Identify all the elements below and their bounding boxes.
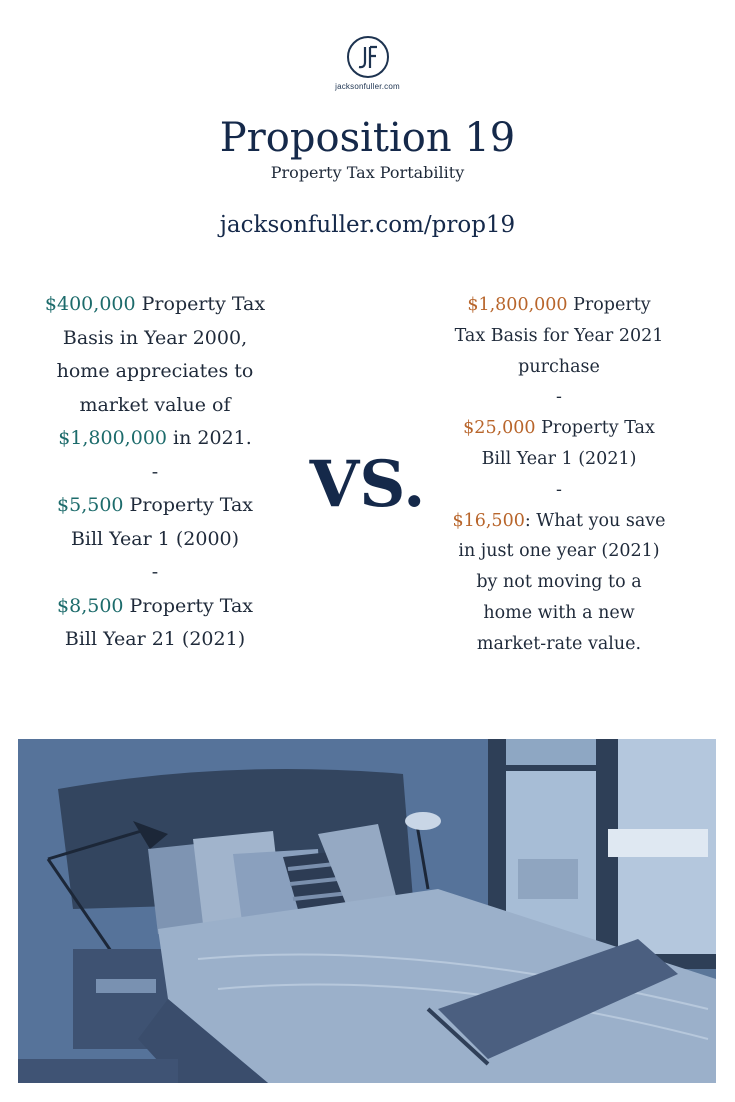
right-block-3 [450,506,668,660]
right-text-3: : What you save in just one year (2021) by not moving to a home with a new market-rate value. [458,510,666,654]
right-block-1 [450,290,668,382]
left-amount-3: $8,500 [57,594,124,617]
right-column [450,290,668,660]
logo [0,36,735,91]
page-subtitle: Property Tax Portability [270,163,465,182]
right-amount-2: $25,000 [463,418,536,439]
vs-label: VS. [309,447,426,522]
bedroom-photo [18,739,716,1083]
left-block-1 [40,288,270,456]
right-separator-1: - [556,387,562,408]
left-text-2: Property Tax Bill Year 1 (2000) [70,494,253,550]
right-block-2 [450,413,668,475]
logo-mark-icon [347,36,389,78]
left-column [40,288,270,657]
left-text-3: Property Tax Bill Year 21 (2021) [64,594,253,650]
website-url[interactable]: jacksonfuller.com/prop19 [219,212,516,238]
right-separator-2: - [556,479,562,500]
logo-url: jacksonfuller.com [335,82,400,91]
left-separator-1: - [151,460,159,483]
right-amount-3: $16,500 [452,510,525,531]
left-amount-1b: $1,800,000 [58,427,167,449]
left-amount-1: $400,000 [44,293,136,315]
left-text-1: Property Tax Basis in Year 2000, home appreciates to market value of [56,293,266,416]
right-text-1: Property Tax Basis for Year 2021 purchase [454,295,664,377]
left-separator-2: - [151,561,159,583]
right-amount-1: $1,800,000 [467,295,568,315]
left-block-2 [40,489,270,556]
left-text-1b: in 2021. [167,427,252,449]
left-amount-2: $5,500 [57,494,124,516]
right-text-2: Property Tax Bill Year 1 (2021) [481,418,655,469]
page-title: Proposition 19 [219,115,516,161]
left-block-3 [40,590,270,657]
